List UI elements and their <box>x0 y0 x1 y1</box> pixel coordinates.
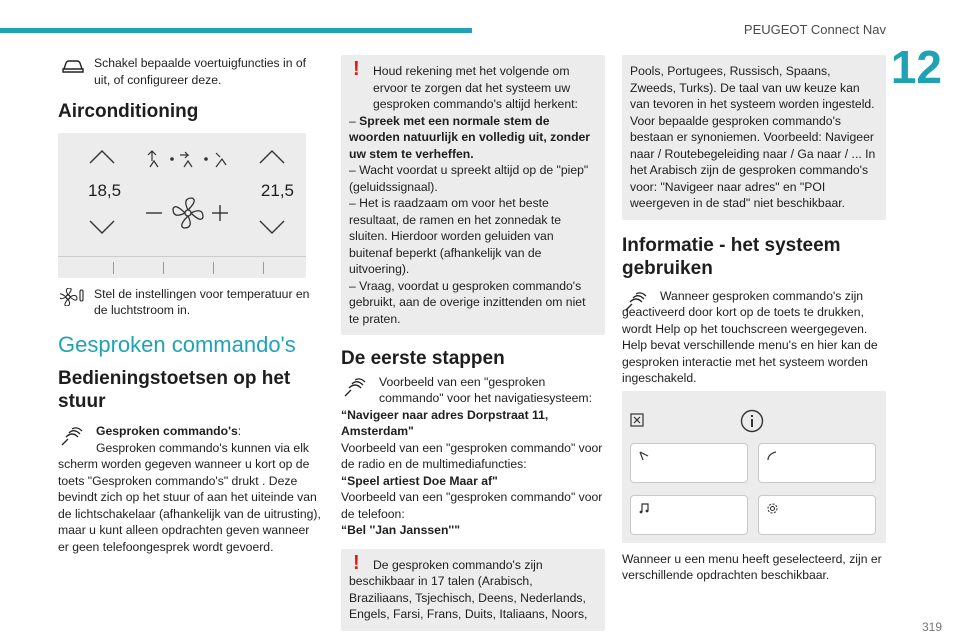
vehicle-functions-text: Schakel bepaalde voertuigfuncties in of uit, of configureer deze. <box>94 56 307 87</box>
speech-command-colon: : <box>237 424 242 438</box>
airco-left-temperature[interactable]: 18,5 <box>88 180 122 200</box>
after-menu-text: Wanneer u een menu heeft geselecteerd, zijn er verschillende opdrachten beschikbaar. <box>622 551 882 582</box>
example-3-command: “Bel ''Jan Janssen''" <box>341 523 460 537</box>
info-heading: Informatie - het systeem gebruiken <box>622 234 841 279</box>
car-icon <box>58 55 88 77</box>
header-accent-bar <box>0 28 472 33</box>
first-steps-heading: De eerste stappen <box>341 348 505 369</box>
airco-heading: Airconditioning <box>58 101 199 122</box>
speech-command-text <box>58 440 323 556</box>
close-icon[interactable] <box>630 413 644 432</box>
voice-icon <box>341 376 369 403</box>
music-icon <box>638 502 650 514</box>
column-1 <box>58 55 323 555</box>
note1-item-3: – Het is raadzaam om voor het beste resultaat, de ramen en het zonnedak te sluiten. Hierdoor worden geluiden van buitenaf beperkt (afhankelijk van de uitvoering). <box>349 196 562 276</box>
note2-text: De gesproken commando's zijn beschikbaar in 17 talen (Arabisch, Braziliaans, Tsjechisch, Deens, Nederlands, Engels, Farsi, Frans, Duits, Italiaans, Noors, <box>349 557 588 621</box>
chapter-number: 12 <box>890 41 942 93</box>
info-text: Wanneer gesproken commando's zijn geactiveerd door kort op de toets te drukken, wordt Help op het touchscreen weergegeven. Help bevat verschillende menu's en hier kan de gesproken interactie met het systeem worden ingeschakeld. <box>622 288 878 385</box>
speech-section-heading: Gesproken commando's <box>58 331 296 357</box>
note1-dash: – <box>349 113 360 128</box>
note1-item-1 <box>349 113 597 163</box>
airco-right-temperature[interactable]: 21,5 <box>260 180 294 200</box>
warning-note-2 <box>341 549 605 631</box>
example-1-command: “Navigeer naar adres Dorpstraat 11, Amsterdam" <box>341 407 549 438</box>
header-title: PEUGEOT Connect Nav <box>743 22 886 37</box>
airco-caption-line <box>58 286 323 319</box>
settings-icon <box>766 502 779 515</box>
note2-continued-text: Pools, Portugees, Russisch, Spaans, Zweeds, Turks). De taal van uw keuze kan van tevoren in het systeem worden ingesteld. Voor bepaalde gesproken commando's bestaan er synoniemen. Voorbeeld: Navigeer naar / Routebegeleiding naar / Ga naar / ... In het Arabisch zijn de gesproken commando's voor: "Navigeer naar adres" en "POI weergeven in de stad" niet beschikbaar. <box>630 64 876 210</box>
help-screen <box>622 391 886 543</box>
column-3 <box>622 55 886 584</box>
example-2-command: “Speel artiest Doe Maar af" <box>341 473 498 488</box>
info-paragraph <box>622 288 886 387</box>
warning-icon: ! <box>353 551 360 574</box>
help-tile-navigation[interactable] <box>630 443 748 483</box>
phone-icon <box>766 450 778 462</box>
airco-caption: Stel de instellingen voor temperatuur en de luchtstroom in. <box>94 286 310 317</box>
speech-command-paragraph <box>58 423 323 555</box>
fan-temperature-icon <box>58 286 88 308</box>
voice-icon <box>622 290 650 317</box>
note1-intro: Houd rekening met het volgende om ervoor te zorgen dat het systeem uw gesproken commando's altijd herkent: <box>373 64 578 111</box>
voice-icon <box>58 425 86 452</box>
page-number: 319 <box>921 620 942 634</box>
warning-note-1 <box>341 55 605 335</box>
example-1: Voorbeeld van een "gesproken commando" voor het navigatiesysteem: <box>379 374 592 405</box>
help-tile-music[interactable] <box>630 495 748 535</box>
warning-note-2-continued <box>622 55 886 220</box>
speech-command-label: Gesproken commando's <box>96 424 238 438</box>
first-steps-body <box>341 374 605 539</box>
info-icon[interactable] <box>740 409 764 438</box>
steering-buttons-heading: Bedieningstoetsen op het stuur <box>58 368 291 412</box>
note1-item-4: – Vraag, voordat u gesproken commando's gebruikt, aan de overige inzittenden om niet te praten. <box>349 278 586 326</box>
column-2 <box>341 55 605 631</box>
example-2: Voorbeeld van een "gesproken commando" voor de radio en de multimediafuncties: <box>341 440 603 471</box>
vehicle-functions-line <box>58 55 323 88</box>
fan-icon <box>173 198 203 228</box>
note1-bold-text: Spreek met een normale stem de woorden natuurlijk en volledig uit, zonder uw stem te verheffen. <box>349 113 591 161</box>
note1-item-2: – Wacht voordat u spreekt altijd op de "piep" (geluidssignaal). <box>349 163 589 194</box>
speech-command-body: Gesproken commando's kunnen via elk scherm worden gegeven wanneer u kort op de toets "Gesproken commando's" drukt . Deze bevindt zich op het stuur of aan het uiteinde van de lichtschakelaar (afhankelijk van de uitrusting), maar u kunt alleen opdrachten geven wanneer er geen telefoongesprek wordt gevoerd. <box>58 440 321 554</box>
navigation-icon <box>638 450 652 462</box>
airco-screen <box>58 133 306 278</box>
warning-icon: ! <box>353 58 360 80</box>
help-tile-settings[interactable] <box>758 495 876 535</box>
help-tile-phone[interactable] <box>758 443 876 483</box>
example-3: Voorbeeld van een "gesproken commando" voor de telefoon: <box>341 490 603 521</box>
airco-bottom-strip <box>58 256 306 278</box>
